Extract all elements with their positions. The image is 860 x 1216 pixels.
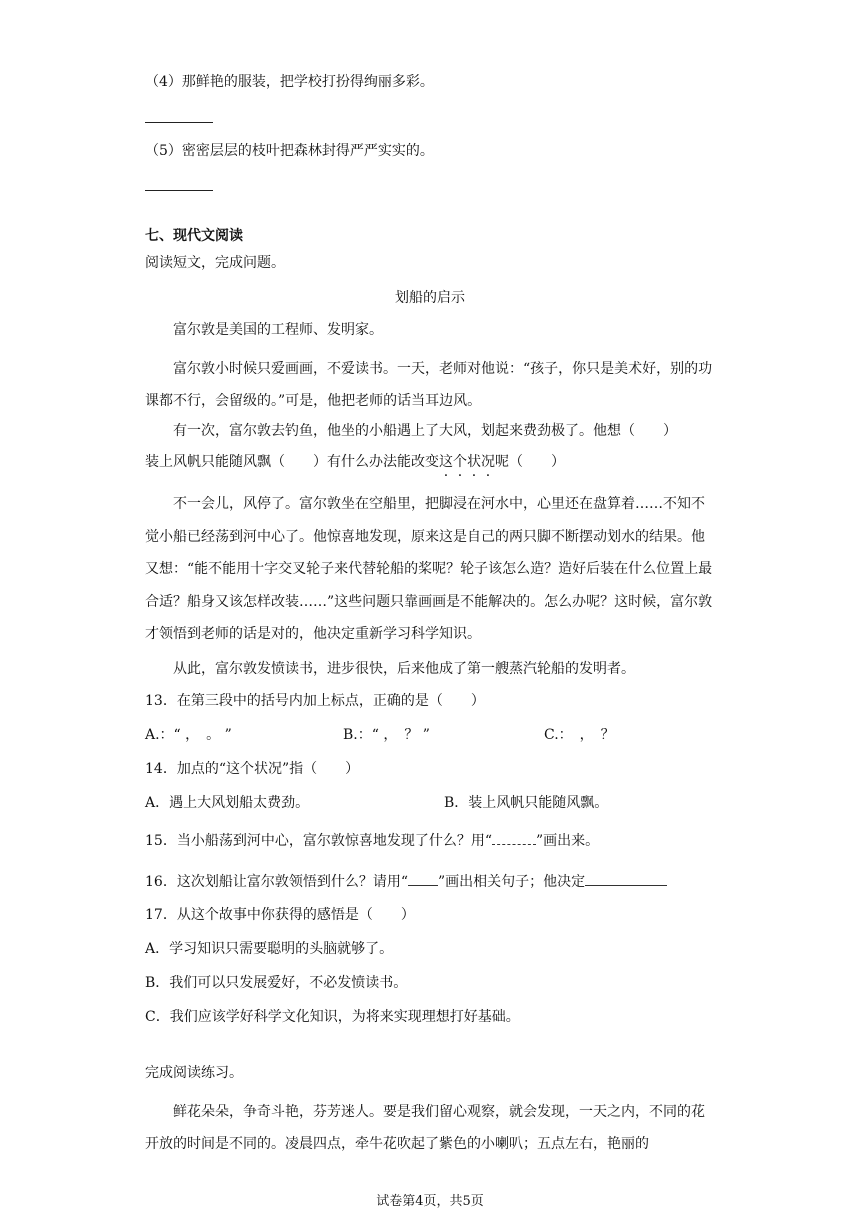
question-17: 17．从这个故事中你获得的感悟是（ ） bbox=[145, 907, 415, 923]
passage-paragraph-2: 富尔敦小时候只爱画画，不爱读书。一天，老师对他说：“孩子，你只是美术好，别的功课都不行，会留级的。”可是，他把老师的话当耳边风。 bbox=[145, 361, 713, 409]
line-underline-mark bbox=[408, 873, 438, 886]
emphasis-char: 状 bbox=[467, 454, 481, 470]
paragraph-3b-post: 呢（ ） bbox=[495, 454, 565, 470]
passage-2-paragraph: 鲜花朵朵，争奇斗艳，芬芳迷人。要是我们留心观察，就会发现，一天之内，不同的花开放的时间是不同的。凌晨四点，牵牛花吹起了紫色的小喇叭；五点左右，艳丽的 bbox=[145, 1104, 705, 1152]
question-15 bbox=[145, 831, 599, 851]
emphasis-char: 这 bbox=[439, 454, 453, 470]
question-16-text: 16．这次划船让富尔敦领悟到什么？请用“ bbox=[145, 874, 408, 890]
question-16 bbox=[145, 871, 667, 892]
instruction: 阅读短文，完成问题。 bbox=[145, 255, 285, 271]
question-4-sentence: （4）那鲜艳的服装，把学校打扮得绚丽多彩。 bbox=[145, 74, 434, 90]
dotted-phrase bbox=[439, 454, 495, 470]
emphasis-char: 况 bbox=[481, 454, 495, 470]
section-heading: 七、现代文阅读 bbox=[145, 228, 243, 244]
question-16-text-end: ”画出相关句子；他决定 bbox=[437, 874, 586, 890]
passage-paragraph-1: 富尔敦是美国的工程师、发明家。 bbox=[173, 322, 383, 338]
option-13-b[interactable]: B.：“ ， ？ ” bbox=[343, 727, 430, 743]
option-17-a[interactable]: A．学习知识只需要聪明的头脑就够了。 bbox=[145, 941, 394, 957]
page-footer: 试卷第4页，共5页 bbox=[376, 1194, 484, 1209]
option-14-b[interactable]: B．装上风帆只能随风飘。 bbox=[444, 795, 609, 811]
question-15-text-end: ”画出来。 bbox=[535, 833, 600, 849]
answer-blank-16[interactable] bbox=[585, 871, 667, 886]
passage-title: 划船的启示 bbox=[395, 290, 465, 306]
question-13: 13．在第三段中的括号内加上标点，正确的是（ ） bbox=[145, 693, 485, 709]
passage-paragraph-4: 不一会儿，风停了。富尔敦坐在空船里，把脚浸在河水中，心里还在盘算着……不知不觉小船已经荡到河中心了。他惊喜地发现，原来这是自己的两只脚不断摆动划水的结果。他又想：“能不能用十字交叉轮子来代替轮船的桨呢？轮子该怎么造？造好后装在什么位置上最合适？船身又该怎样改装……”这些问题只靠画画是不能解决的。怎么办呢？这时候，富尔敦才领悟到老师的话是对的，他决定重新学习科学知识。 bbox=[145, 496, 713, 642]
instruction-2: 完成阅读练习。 bbox=[145, 1065, 243, 1081]
answer-blank-5[interactable] bbox=[145, 190, 213, 191]
passage-paragraph-3a: 有一次，富尔敦去钓鱼，他坐的小船遇上了大风，划起来费劲极了。他想（ ） bbox=[173, 423, 677, 439]
question-14: 14．加点的“这个状况”指（ ） bbox=[145, 761, 360, 777]
question-5-sentence: （5）密密层层的枝叶把森林封得严严实实的。 bbox=[145, 143, 434, 159]
option-13-c[interactable]: C.： ， ？ bbox=[544, 727, 615, 743]
emphasis-char: 个 bbox=[453, 454, 467, 470]
paragraph-3b-pre: 装上风帆只能随风飘（ ）有什么办法能改变 bbox=[145, 454, 439, 470]
passage-paragraph-3b bbox=[145, 452, 565, 472]
option-13-a[interactable]: A.：“ ， 。 ” bbox=[145, 727, 232, 743]
wavy-underline-mark bbox=[492, 832, 536, 845]
answer-blank-4[interactable] bbox=[145, 122, 213, 123]
option-17-c[interactable]: C．我们应该学好科学文化知识，为将来实现理想打好基础。 bbox=[145, 1009, 520, 1025]
question-15-text: 15．当小船荡到河中心，富尔敦惊喜地发现了什么？用“ bbox=[145, 833, 492, 849]
passage-paragraph-5: 从此，富尔敦发愤读书，进步很快，后来他成了第一艘蒸汽轮船的发明者。 bbox=[173, 661, 635, 677]
option-17-b[interactable]: B．我们可以只发展爱好，不必发愤读书。 bbox=[145, 975, 408, 991]
option-14-a[interactable]: A．遇上大风划船太费劲。 bbox=[145, 795, 310, 811]
